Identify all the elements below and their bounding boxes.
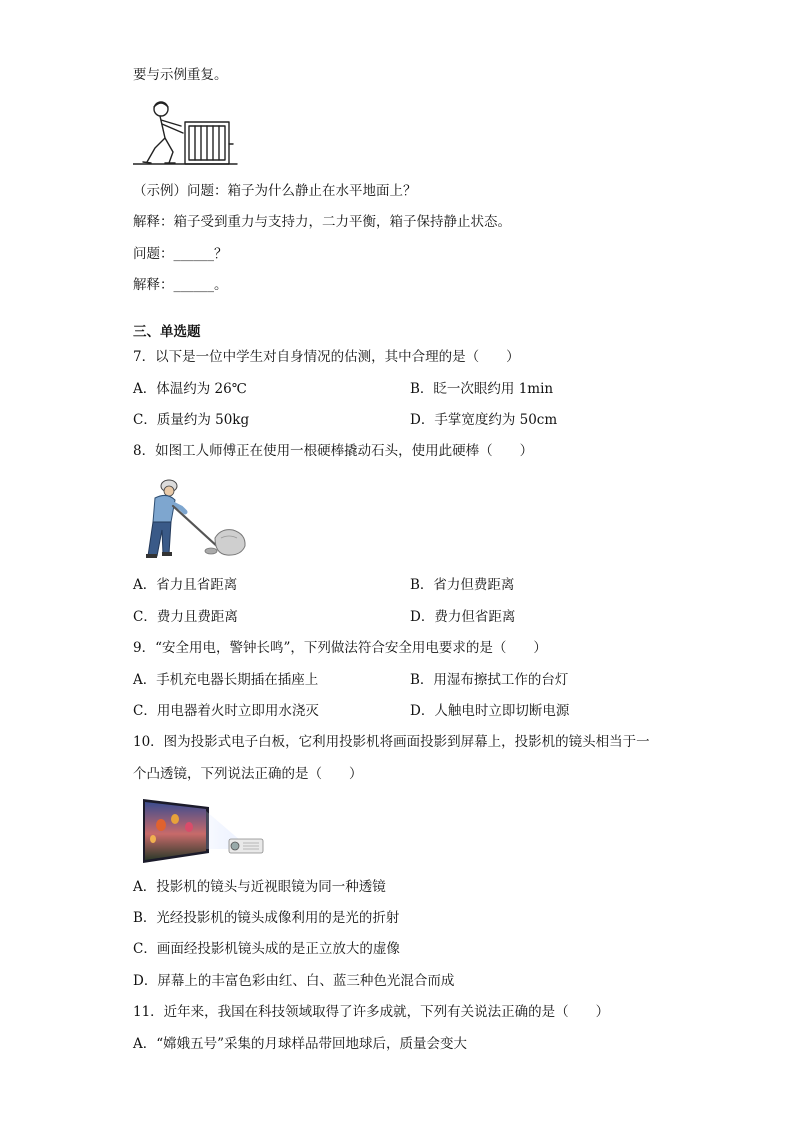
q11-option-a: A．“嫦娥五号”采集的月球样品带回地球后，质量会变大 [133, 1036, 468, 1052]
question-blank-text: 问题：______？ [133, 246, 228, 262]
section-title: 三、单选题 [133, 324, 201, 340]
q7-option-d: D．手掌宽度约为 50cm [410, 412, 558, 428]
q10-option-d: D．屏幕上的丰富色彩由红、白、蓝三种色光混合而成 [133, 973, 455, 989]
person-body-leg [147, 116, 165, 162]
q8-option-c: C．费力且费距离 [133, 609, 238, 625]
q7-stem: 7．以下是一位中学生对自身情况的估测，其中合理的是（ ） [133, 349, 520, 365]
q9-option-a: A．手机充电器长期插在插座上 [133, 672, 319, 688]
q8-stem: 8．如图工人师傅正在使用一根硬棒撬动石头，使用此硬棒（ ） [133, 443, 534, 459]
worker-pants [148, 522, 171, 556]
q9-option-d: D．人触电时立即切断电源 [410, 703, 570, 719]
q8-option-a: A．省力且省距离 [133, 577, 238, 593]
q10-option-b: B．光经投影机的镜头成像利用的是光的折射 [133, 910, 400, 926]
q7-option-c: C．质量约为 50kg [133, 412, 250, 428]
q9-option-b: B．用湿布擦拭工作的台灯 [410, 672, 569, 688]
q10-option-c: C．画面经投影机镜头成的是正立放大的虚像 [133, 941, 400, 957]
worker-prying-stone-figure [133, 478, 248, 560]
projected-picture [145, 802, 206, 860]
q7-option-b: B．眨一次眼约用 1min [410, 381, 554, 397]
q9-option-c: C．用电器着火时立即用水浇灭 [133, 703, 319, 719]
person-arms [161, 120, 183, 133]
q10-option-a: A．投影机的镜头与近视眼镜为同一种透镜 [133, 879, 386, 895]
worker-head [164, 486, 174, 496]
projector-lens [231, 842, 239, 850]
q8-option-b: B．省力但费距离 [410, 577, 515, 593]
worker-shirt [153, 495, 175, 522]
q9-stem: 9．“安全用电，警钟长鸣”，下列做法符合安全用电要求的是（ ） [133, 640, 547, 656]
intro-tail-text: 要与示例重复。 [133, 67, 228, 83]
pry-bar [173, 506, 219, 548]
q8-option-d: D．费力但省距离 [410, 609, 516, 625]
person-pushing-box-figure [133, 100, 238, 168]
q7-option-a: A．体温约为 26℃ [133, 381, 247, 397]
q11-stem: 11．近年来，我国在科技领域取得了许多成就，下列有关说法正确的是（ ） [133, 1004, 610, 1020]
answer-blank-text: 解释：______。 [133, 277, 228, 293]
fulcrum-stone [205, 548, 217, 554]
stone [215, 530, 245, 555]
example-question-text: （示例）问题：箱子为什么静止在水平地面上？ [133, 183, 417, 199]
example-answer-text: 解释：箱子受到重力与支持力，二力平衡，箱子保持静止状态。 [133, 214, 511, 230]
q10-stem-line1: 10．图为投影式电子白板，它利用投影机将画面投影到屏幕上，投影机的镜头相当于一 [133, 734, 650, 750]
q10-stem-line2: 个凸透镜，下列说法正确的是（ ） [133, 766, 363, 782]
projector-screen-figure [143, 797, 267, 865]
